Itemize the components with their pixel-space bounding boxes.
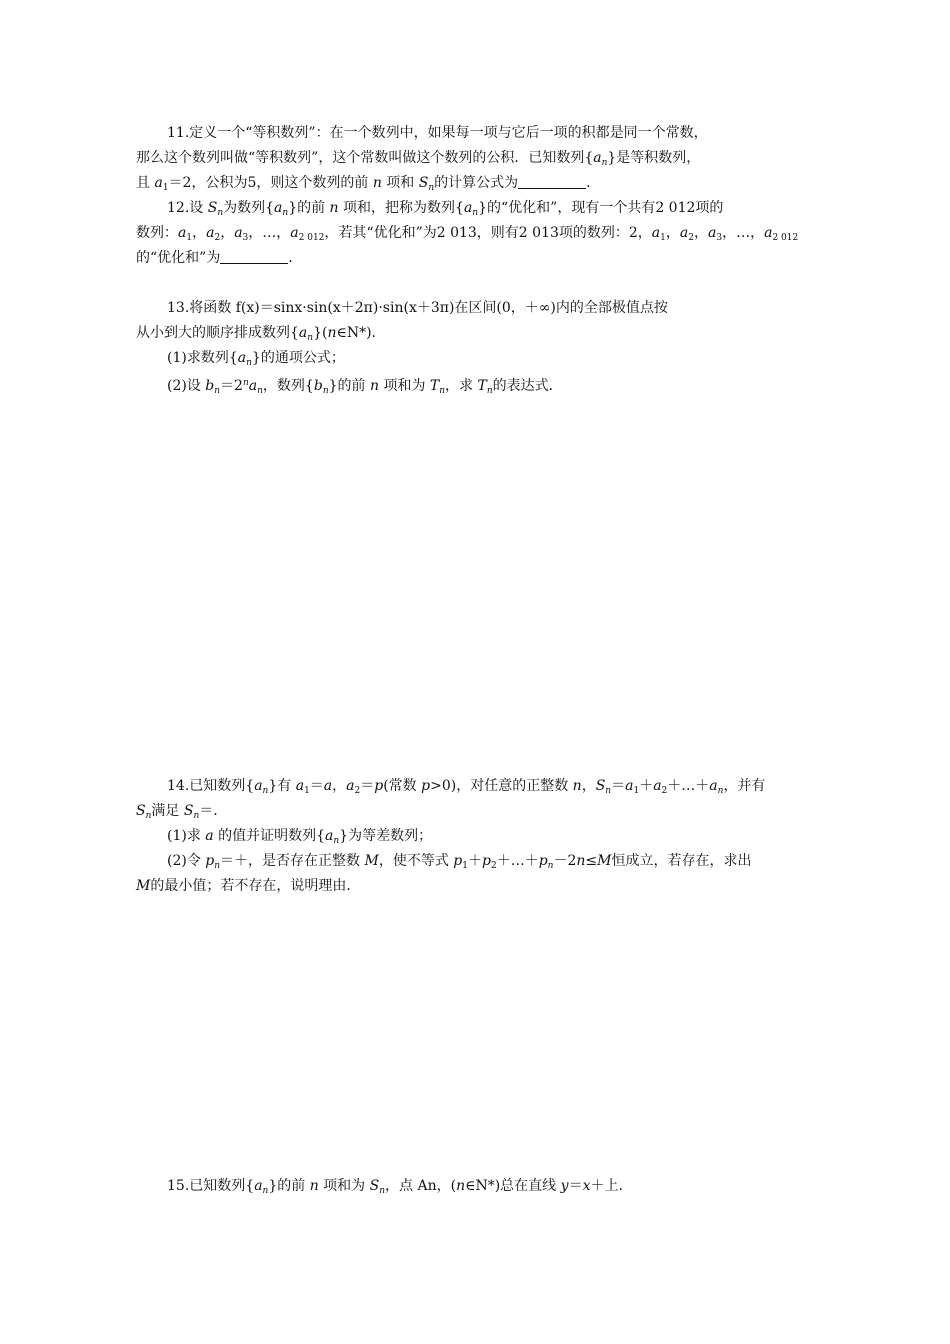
p14-line2: $S_n$满足 $S_n=$.: [136, 803, 218, 821]
answer-blank-11: [518, 174, 586, 189]
p13-part1: (1)求数列$\{a_n\}$的通项公式；: [167, 350, 345, 368]
p12-line2: 数列：$a_1$，$a_2$，$a_3$，…，$a_{2 012}$，若其“优化和”为2 013，则有2 013项的数列：2，$a_1$，$a_2$，$a_3$，…，$a_{2 012}$: [136, 225, 799, 243]
p12-line1: 12.设 $S_n$为数列$\{a_n\}$的前 n 项和，把称为数列$\{a_n\}$的“优化和”，现有一个共有2 012项的: [167, 200, 724, 218]
p11-line2: 那么这个数列叫做“等积数列”，这个常数叫做这个数列的公积．已知数列$\{a_n\}$是等积数列，: [136, 150, 701, 168]
p14-line-last: M的最小值；若不存在，说明理由.: [136, 878, 351, 894]
p14-part1: (1)求 a 的值并证明数列$\{a_n\}$为等差数列；: [167, 828, 433, 846]
p15-line1: 15.已知数列$\{a_n\}$的前 n 项和为 $S_n$，点 An，(n∈N*)总在直线 y＝x＋上.: [167, 1178, 623, 1196]
p13-part2: (2)设 $b_n=2^na_n$，数列$\{b_n\}$的前 n 项和为 $T_n$，求 $T_n$的表达式．: [167, 378, 563, 396]
p11-line1: 11.定义一个“等积数列”：在一个数列中，如果每一项与它后一项的积都是同一个常数，: [167, 125, 708, 141]
p14-part2: (2)令 $p_n=+$，是否存在正整数 M，使不等式 $p_1+p_2+\dots+p_n-2n\le M$恒成立，若存在，求出: [167, 853, 752, 871]
p12-line3: 的“优化和”为 ．: [136, 250, 303, 266]
p13-line2: 从小到大的顺序排成数列$\{a_n\}(n\in N*)$．: [136, 325, 386, 343]
p11-line3: 且 $a_1=2$，公积为5，则这个数列的前 n 项和 $S_n$的计算公式为 ．: [136, 175, 601, 193]
p14-line1: 14.已知数列$\{a_n\}$有 $a_1=a$，$a_2=p$(常数 p>0)，对任意的正整数 n，$S_n=a_1+a_2+\dots+a_n$，并有: [167, 778, 766, 796]
p13-line1: 13.将函数 f(x)＝sinx·sin(x＋2π)·sin(x＋3π)在区间(0，＋∞)内的全部极值点按: [167, 300, 668, 316]
answer-blank-12: [220, 249, 288, 264]
